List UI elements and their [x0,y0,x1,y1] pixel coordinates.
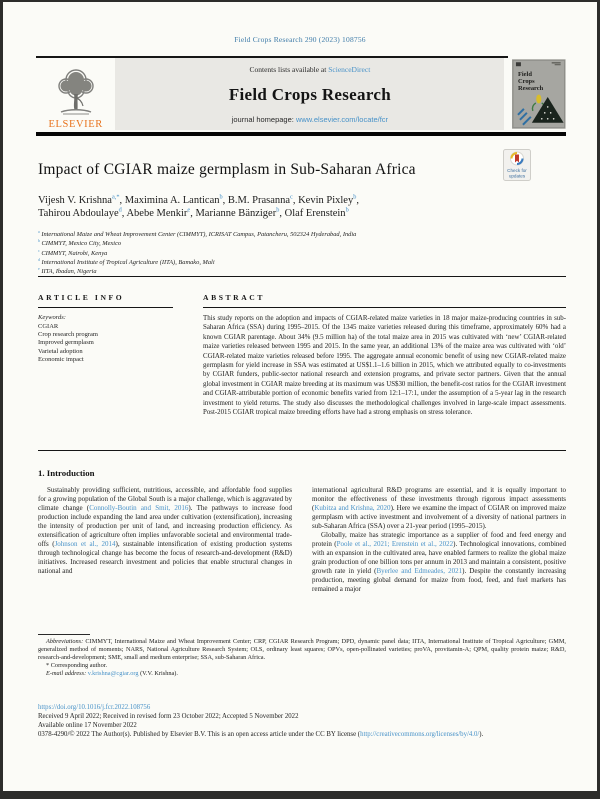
contents-available-line [249,65,370,74]
text-segment: a,* [111,193,120,201]
affiliation-superscript: e [38,267,40,272]
info-abstract-section [38,293,566,417]
svg-text:Crops: Crops [518,78,536,86]
footnote-block [38,638,566,678]
keywords-list [38,323,173,365]
affiliation-text: CIMMYT, Mexico City, Mexico [41,240,122,248]
citation-link[interactable]: Johnson et al., 2014 [54,540,116,548]
affiliations [38,230,558,276]
keyword-item: Economic impact [38,356,84,364]
text-segment: E-mail address: [46,669,88,677]
journal-homepage-line [232,115,388,124]
homepage-text: journal homepage: [231,115,296,124]
text-segment: , Maximina A. Lantican [119,195,220,206]
divider-rule [38,450,566,451]
abstract-column [203,293,566,417]
text-segment: ). The pathways to increase food production include expanding the land area under cultivation (extensification), increasing the intensity of production per unit of land, and increasing production efficiency. As extensification of agriculture often implies unfavorable societal and environmental trade-offs ( [38,504,292,548]
footer-meta [38,703,566,739]
affiliation-superscript: b [38,239,40,244]
affiliation-text: IITA, Ibadan, Nigeria [41,268,97,276]
text-segment: , B.M. Prasanna [222,195,291,206]
email-line [38,670,566,678]
text-segment: e [187,206,191,214]
elsevier-wordmark: ELSEVIER [48,119,103,130]
text-segment: ). Despite the constantly increasing production, meeting global demand for maize from food, feed, and fuel markets has remained a major [312,567,567,593]
article-info-column [38,293,173,417]
text-segment: Sustainably providing sufficient, nutritious, accessible, and affordable food supplies for a growing population of the Global South is a major challenge, which is aggravated by climate change ( [38,486,292,512]
left-column [38,486,292,594]
text-segment: ). Technological innovations, combined with an expansion in the cultivated area, have enabled farmers to realize the global maize grain production of one billion tons per annum in 2013 and maintain a consistent, positive growth rate in yield ( [312,540,566,575]
journal-title: Field Crops Research [228,84,391,104]
available-online: Available online 17 November 2022 [38,722,137,729]
text-segment: , Abebe Menkir [121,208,188,219]
intro-paragraph [312,531,566,594]
journal-masthead [36,56,566,136]
text-segment: ). Here we examine the impact of CGIAR on improved maize germplasm with active investment and involvement of a diversity of national partners in sub-Saharan Africa (SSA) over a 21-year period (1995–2015). [312,504,566,530]
journal-page [3,2,597,791]
text-segment: , [356,195,359,206]
text-segment: , Marianne Bänziger [190,208,277,219]
svg-text:updates: updates [508,173,526,179]
elsevier-tree-icon [53,66,99,118]
affiliation-row [38,249,558,258]
affiliation-row [38,258,558,267]
author-line-1 [38,194,538,207]
affiliation-superscript: a [38,229,40,234]
text-segment: CIMMYT, International Maize and Wheat Improvement Center; CRP, CGIAR Research Program; DPD, dynamic panel data; IITA, International Institute of Tropical Agriculture; GMM, generalized method of moments; NARS, National Agriculture Research System; OLS, ordinary least squares; OPVs, open-pollinated varieties; proVA, provitamin-A; QPM, quality protein maize; R&D, research-and-development; SME, small and medium enterprise; SSA, sub-Saharan Africa. [38,638,566,661]
masthead-top-rule [36,56,508,58]
text-segment: c [290,193,293,201]
text-segment: Globally, maize has strategic importance as a supplier of food and feed energy and protein ( [312,531,566,548]
license-link[interactable]: http://creativecommons.org/licenses/by/4.0/ [360,731,480,738]
text-segment: b [345,206,349,214]
homepage-link[interactable]: www.elsevier.com/locate/fcr [295,115,389,124]
text-segment: (V.V. Krishna). [138,669,178,677]
text-segment: international agricultural R&D programs are essential, and it is equally important to monitor the effectiveness of these investments through rigorous impact assessments ( [312,486,566,512]
author-line-2 [38,207,538,220]
corresponding-author-note: * Corresponding author. [46,661,108,669]
affiliation-row [38,230,558,239]
svg-text:Field: Field [518,71,533,79]
affiliation-row [38,239,558,248]
journal-cover-thumbnail [512,59,566,129]
text-segment: ). [479,731,484,738]
email-link[interactable]: v.krishna@cgiar.org [87,669,139,677]
affiliation-text: International Maize and Wheat Improvement Center (CIMMYT), ICRISAT Campus, Patancheru, 502324 Hyderabad, India [41,231,357,238]
introduction-body [38,486,566,594]
footnote-divider [38,634,90,635]
keyword-item: Crop research program [38,331,98,338]
affiliation-superscript: d [38,257,40,262]
divider-rule [38,276,566,277]
keyword-item: CGIAR [38,322,59,330]
text-segment: 0378-4290/© 2022 The Author(s). Published by Elsevier B.V. This is an open access article under the CC BY license ( [38,731,361,738]
citation-link[interactable]: Poole et al., 2021; Erenstein et al., 2022 [336,540,454,548]
intro-paragraph [38,486,292,576]
citation-link[interactable]: Connolly-Boutin and Smit, 2016 [89,504,189,512]
author-list [38,194,538,220]
right-column [312,486,566,594]
received-dates: Received 9 April 2022; Received in revised form 23 October 2022; Accepted 5 November 2022 [38,713,299,720]
text-segment: , Olaf Erenstein [279,208,346,219]
text-segment: b [219,193,223,201]
abstract-text: This study reports on the adoption and impacts of CGIAR-related maize varieties in 18 major maize-producing countries in sub-Saharan Africa (SSA) during 1995–2015. Of the 1345 maize varieties released during this timeframe, approximately 60% had a known CGIAR parentage. About 34% (9.5 million ha) of the total maize area in 2015 was cultivated with ‘new’ CGIAR-related maize varieties released between 1995 and 2015. In the same year, an additional 13% of the maize area was cultivated with ‘old’ CGIAR-related maize varieties released before 1995. The aggregate annual economic benefit of using new CGIAR-related maize germplasm for yield increase in SSA was estimated at US$1.1–1.6 billion in 2015, which we attributed equally to co-investments by CGIAR funders, public-sector national research and extension programs, and private sector partners. Given that the annual global investment in CGIAR maize breeding at its maximum was US$30 million, the benefit-cost ratios for the CGIAR investment and CGIAR-attributable portion of economic benefits varied from 12:1–17:1, under the assumption of a 5-year lag in the research investment to yield returns. The study also discusses the methodological challenges involved in large-scale impact assessments. Post-2015 CGIAR tropical maize breeding efforts have had a strong emphasis on stress tolerance. [203,315,566,417]
contents-text: Contents lists available at [249,65,329,74]
abbreviations-text [38,638,566,662]
text-segment: , Kevin Pixley [292,195,354,206]
article-title: Impact of CGIAR maize germplasm in Sub-Saharan Africa [38,161,416,178]
svg-text:Research: Research [518,85,544,93]
sciencedirect-link[interactable]: ScienceDirect [328,65,371,74]
article-info-heading: ARTICLE INFO [38,293,125,302]
text-segment: b [276,206,280,214]
introduction-heading: 1. Introduction [38,468,95,478]
affiliation-text: International Institute of Tropical Agriculture (IITA), Bamako, Mali [41,258,215,266]
affiliation-text: CIMMYT, Nairobi, Kenya [41,249,108,257]
affiliation-superscript: c [38,248,40,253]
citation-link[interactable]: Byerlee and Edmeades, 2021 [376,567,463,575]
text-segment: ), sustainable intensification of existing production systems through technological change has become the focus of research-and-development (R&D) initiatives. Increased research investment and policies that enable structural changes in national and [38,540,292,575]
article-info-rule [38,307,173,308]
citation-link[interactable]: Kubitza and Krishna, 2020 [314,504,391,512]
check-for-updates-badge[interactable] [503,149,531,181]
abstract-rule [203,307,566,308]
text-segment: Vijesh V. Krishna [38,195,112,206]
running-head-citation: Field Crops Research 290 (2023) 108756 [234,35,366,44]
abstract-heading: ABSTRACT [203,293,266,302]
keyword-item: Improved germplasm [38,339,94,347]
text-segment: Tahirou Abdoulaye [38,208,119,219]
text-segment: d [118,206,122,214]
keywords-label: Keywords: [38,314,66,321]
copyright-line [38,730,566,739]
elsevier-logo [36,58,115,130]
cover-maize-icon [537,94,542,103]
masthead-bottom-rule [36,132,566,136]
text-segment: b [353,193,357,201]
text-segment: Abbreviations: [46,638,86,645]
masthead-banner [115,58,504,130]
keyword-item: Varietal adoption [38,347,83,355]
doi-link[interactable]: https://doi.org/10.1016/j.fcr.2022.108756 [38,704,151,711]
svg-text:Check for: Check for [507,168,527,173]
intro-paragraph [312,486,566,531]
